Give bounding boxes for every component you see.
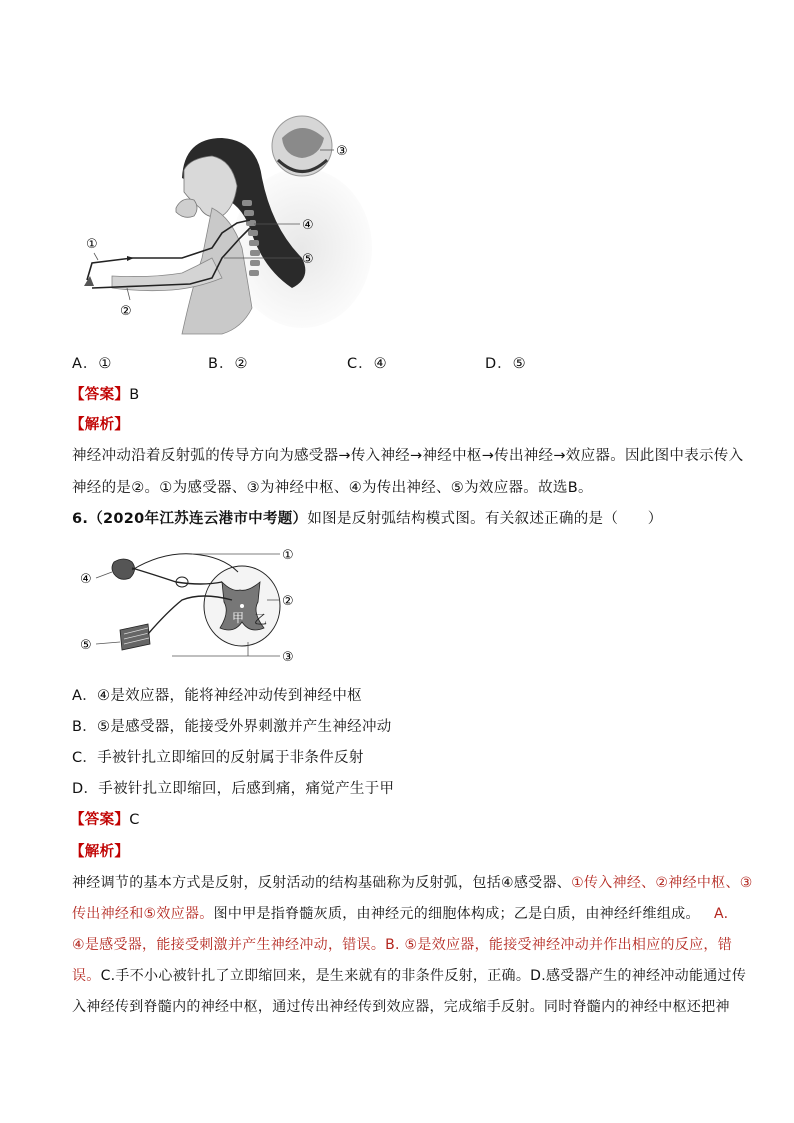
- q6-question: 如图是反射弧结构模式图。有关叙述正确的是（ ）: [307, 511, 663, 527]
- label-jia: 甲: [232, 611, 245, 625]
- q5-option-d: D．⑤: [485, 356, 527, 372]
- q5-analysis-tag: 【解析】: [70, 417, 130, 433]
- label-5: ⑤: [80, 638, 92, 653]
- answer-tag: 【答案】: [70, 387, 130, 403]
- q5-analysis-line-2: 神经的是②。①为感受器、③为神经中枢、④为传出神经、⑤为效应器。故选B。: [72, 480, 593, 496]
- label-3: ③: [282, 650, 294, 665]
- label-2: ②: [282, 594, 294, 609]
- q6-option-d: D．手被针扎立即缩回，后感到痛，痛觉产生于甲: [72, 781, 395, 797]
- q5-option-a: A．①: [72, 356, 113, 372]
- brain-inset: [272, 116, 332, 176]
- label-2: ②: [120, 304, 132, 319]
- q6-analysis-line-2: 传出神经和⑤效应器。图中甲是指脊髓灰质，由神经元的细胞体构成；乙是白质，由神经纤维组成。 A.: [72, 906, 729, 922]
- label-4: ④: [80, 572, 92, 587]
- label-1: ①: [282, 548, 294, 563]
- q5-analysis-line-1: 神经冲动沿着反射弧的传导方向为感受器→传入神经→神经中枢→传出神经→效应器。因此图中表示传入: [72, 448, 744, 464]
- q6-option-c: C．手被针扎立即缩回的反射属于非条件反射: [72, 750, 364, 766]
- label-5: ⑤: [302, 252, 314, 267]
- reflex-arc-girl-figure: [72, 108, 372, 336]
- q6-number: 6.: [72, 511, 89, 527]
- q6-stem: [72, 507, 663, 528]
- label-yi: 乙: [254, 613, 268, 628]
- q6-answer: [70, 808, 140, 829]
- q6-analysis-line-5: 入神经传到脊髓内的神经中枢，通过传出神经传到效应器，完成缩手反射。同时脊髓内的神经中枢还把神: [72, 999, 730, 1015]
- reflex-arc-schematic-figure: [72, 542, 312, 668]
- q6-analysis-line-3: ④是感受器，能接受刺激并产生神经冲动，错误。B. ⑤是效应器，能接受神经冲动并作出相应的反应，错: [72, 937, 733, 953]
- q6-source: （2020年江苏连云港市中考题）: [88, 511, 308, 527]
- muscle: [120, 624, 150, 650]
- answer-tag: 【答案】: [70, 812, 130, 828]
- q6-option-b: B．⑤是感受器，能接受外界刺激并产生神经冲动: [72, 719, 392, 735]
- answer-value: B: [129, 387, 140, 403]
- label-4: ④: [302, 218, 314, 233]
- label-3: ③: [336, 144, 348, 159]
- answer-value: C: [129, 812, 140, 828]
- q5-option-c: C．④: [347, 356, 388, 372]
- label-1: ①: [86, 237, 98, 252]
- q6-option-a: A．④是效应器，能将神经冲动传到神经中枢: [72, 688, 362, 704]
- q5-option-b: B．②: [208, 356, 249, 372]
- q6-analysis-line-1: 神经调节的基本方式是反射，反射活动的结构基础称为反射弧，包括④感受器、①传入神经、②神经中枢、③: [72, 875, 753, 891]
- q5-answer: [70, 383, 139, 404]
- q6-analysis-line-4: 误。C.手不小心被针扎了立即缩回来，是生来就有的非条件反射，正确。D.感受器产生的神经冲动能通过传: [72, 968, 747, 984]
- q6-analysis-tag: 【解析】: [70, 844, 130, 860]
